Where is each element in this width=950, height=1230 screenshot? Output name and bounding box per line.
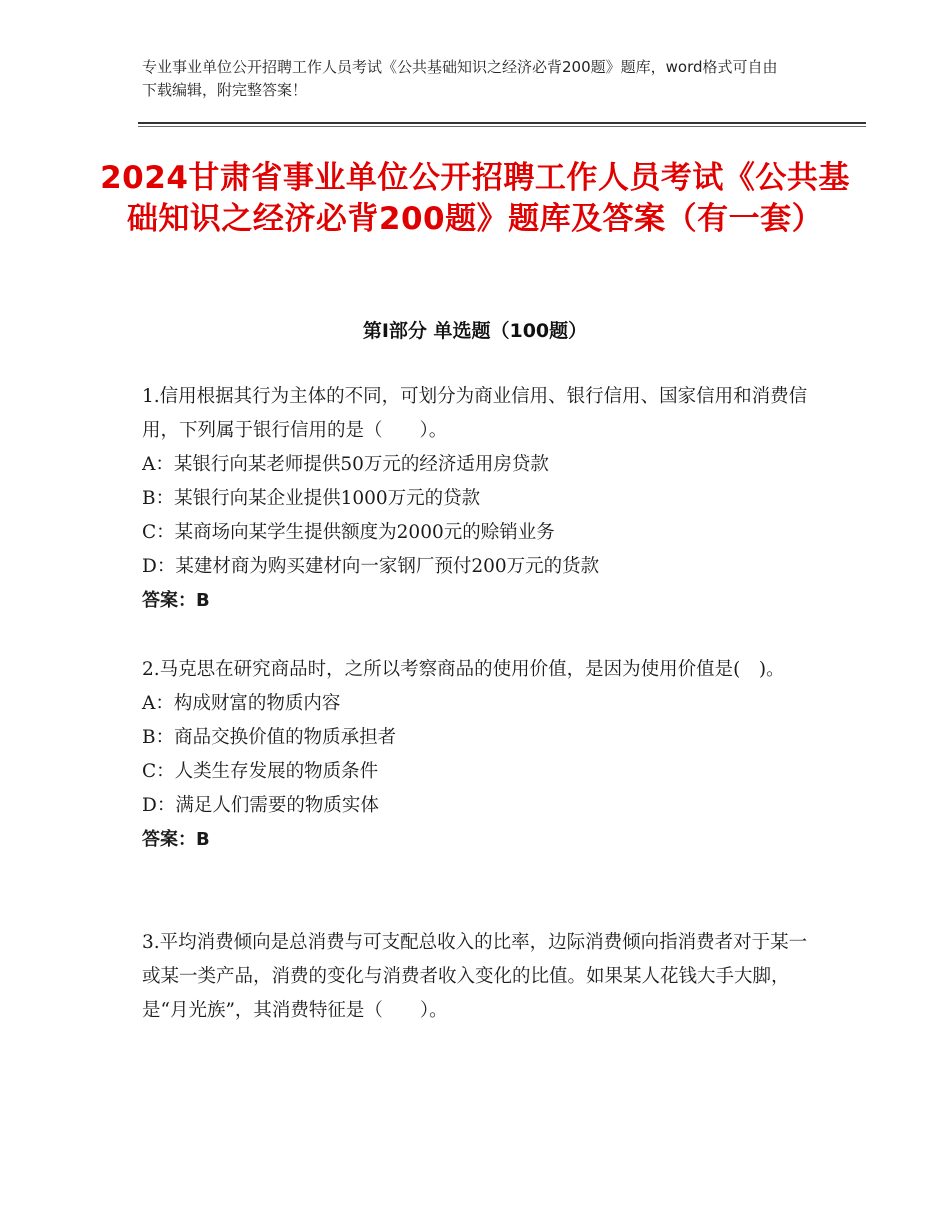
section-title: 第I部分 单选题（100题） xyxy=(362,320,588,342)
option-c: C：某商场向某学生提供额度为2000元的赊销业务 xyxy=(142,522,555,543)
question-1 xyxy=(142,380,822,618)
option-a: A：某银行向某老师提供50万元的经济适用房贷款 xyxy=(142,454,549,475)
option-d: D：满足人们需要的物质实体 xyxy=(142,795,379,816)
question-stem: 2.马克思在研究商品时，之所以考察商品的使用价值，是因为使用价值是( )。 xyxy=(142,659,785,680)
question-2 xyxy=(142,653,822,857)
header-note: 专业事业单位公开招聘工作人员考试《公共基础知识之经济必背200题》题库，word格式可自由下载编辑，附完整答案！ xyxy=(142,58,778,99)
option-b: B：某银行向某企业提供1000万元的贷款 xyxy=(142,488,481,509)
question-stem: 3.平均消费倾向是总消费与可支配总收入的比率，边际消费倾向指消费者对于某一或某一类产品，消费的变化与消费者收入变化的比值。如果某人花钱大手大脚，是“月光族”，其消费特征是（ ）。 xyxy=(142,932,808,1021)
header-divider-thin xyxy=(138,126,866,127)
document-title: 2024甘肃省事业单位公开招聘工作人员考试《公共基础知识之经济必背200题》题库及答案（有一套） xyxy=(100,160,850,237)
answer: 答案：B xyxy=(142,590,210,611)
option-b: B：商品交换价值的物质承担者 xyxy=(142,727,397,748)
question-3 xyxy=(142,926,822,1028)
option-c: C：人类生存发展的物质条件 xyxy=(142,761,379,782)
question-stem: 1.信用根据其行为主体的不同，可划分为商业信用、银行信用、国家信用和消费信用，下列属于银行信用的是（ ）。 xyxy=(142,386,808,441)
option-a: A：构成财富的物质内容 xyxy=(142,693,341,714)
header-divider xyxy=(138,122,866,124)
option-d: D：某建材商为购买建材向一家钢厂预付200万元的货款 xyxy=(142,556,600,577)
answer: 答案：B xyxy=(142,829,210,850)
